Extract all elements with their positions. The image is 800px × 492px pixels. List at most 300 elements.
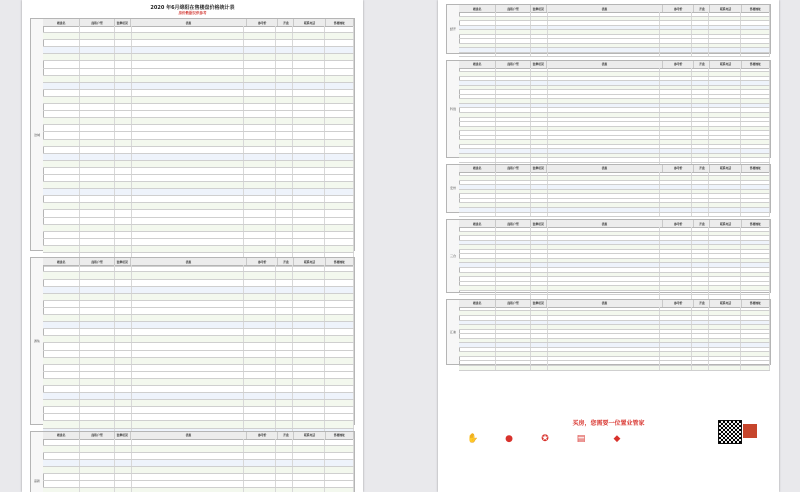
table-cell [660, 95, 692, 99]
table-cell [244, 287, 276, 293]
table-cell [496, 99, 531, 103]
table-cell [531, 282, 548, 286]
table-cell [459, 227, 496, 231]
table-cell [293, 280, 325, 286]
table-cell [80, 287, 115, 293]
table-cell [741, 118, 770, 122]
table-cell [132, 196, 244, 202]
table-cell [115, 287, 132, 293]
table-cell [531, 44, 548, 48]
table-cell [325, 83, 354, 89]
column-header: 售楼地址 [742, 5, 770, 12]
table-cell [531, 236, 548, 240]
district-label: 涪城 [31, 19, 44, 250]
table-cell [276, 280, 293, 286]
table-cell [548, 90, 660, 94]
table-cell [660, 348, 692, 352]
table-cell [80, 40, 115, 46]
column-header: 参考价 [247, 19, 278, 26]
table-cell [276, 315, 293, 321]
table-cell [43, 118, 80, 124]
table-cell [709, 90, 741, 94]
district-label: 经开 [447, 5, 460, 53]
table-cell [276, 365, 293, 371]
table-cell [741, 213, 770, 217]
table-cell [43, 365, 80, 371]
table-row [43, 161, 354, 168]
table-cell [115, 33, 132, 39]
table-cell [115, 196, 132, 202]
table-cell [325, 61, 354, 67]
table-cell [531, 113, 548, 117]
table-cell [80, 90, 115, 96]
table-cell [459, 21, 496, 25]
table-cell [293, 329, 325, 335]
table-cell [741, 286, 770, 290]
table-cell [43, 351, 80, 357]
table-cell [80, 265, 115, 271]
table-cell [548, 48, 660, 52]
table-cell [741, 158, 770, 162]
table-cell [741, 72, 770, 76]
table-cell [325, 343, 354, 349]
table-cell [244, 358, 276, 364]
column-header: 售楼地址 [742, 61, 770, 68]
column-header: 优惠 [547, 300, 663, 307]
table-cell [660, 21, 692, 25]
table-cell [132, 265, 244, 271]
table-cell [709, 181, 741, 185]
column-header: 优惠 [547, 165, 663, 172]
table-cell [276, 400, 293, 406]
table-cell [293, 125, 325, 131]
table-cell [80, 47, 115, 53]
table-cell [660, 12, 692, 16]
table-cell [692, 286, 709, 290]
table-cell [244, 118, 276, 124]
table-cell [325, 481, 354, 487]
price-table-right-2 [446, 164, 771, 214]
table-cell [325, 76, 354, 82]
column-header: 联系电话 [294, 258, 325, 265]
table-cell [496, 208, 531, 212]
table-cell [692, 99, 709, 103]
table-cell [531, 118, 548, 122]
table-cell [80, 421, 115, 427]
table-cell [325, 147, 354, 153]
table-cell [548, 213, 660, 217]
table-cell [325, 232, 354, 238]
table-cell [276, 439, 293, 445]
table-cell [43, 414, 80, 420]
column-header: 楼盘名 [43, 258, 80, 265]
table-cell [660, 268, 692, 272]
table-cell [741, 268, 770, 272]
table-cell [43, 246, 80, 252]
table-cell [115, 460, 132, 466]
table-cell [548, 263, 660, 267]
table-cell [325, 26, 354, 32]
table-cell [80, 439, 115, 445]
table-cell [115, 481, 132, 487]
table-cell [496, 21, 531, 25]
footer-icons [466, 432, 624, 446]
table-cell [709, 227, 741, 231]
table-cell [132, 90, 244, 96]
table-cell [692, 140, 709, 144]
table-cell [43, 47, 80, 53]
table-cell [692, 339, 709, 343]
table-row [43, 97, 354, 104]
table-row [43, 225, 354, 232]
table-cell [115, 69, 132, 75]
table-cell [115, 265, 132, 271]
table-cell [531, 21, 548, 25]
table-cell [459, 203, 496, 207]
column-header: 优惠 [547, 220, 663, 227]
table-cell [293, 61, 325, 67]
table-cell [692, 127, 709, 131]
table-row [43, 118, 354, 125]
table-cell [276, 239, 293, 245]
table-cell [692, 277, 709, 281]
table-cell [531, 361, 548, 365]
table-cell [660, 291, 692, 295]
column-header: 售楼地址 [326, 432, 354, 439]
table-cell [692, 361, 709, 365]
table-cell [293, 439, 325, 445]
price-table-left-0 [30, 18, 355, 251]
table-cell [293, 301, 325, 307]
table-cell [132, 104, 244, 110]
table-cell [43, 481, 80, 487]
table-cell [548, 232, 660, 236]
table-cell [244, 26, 276, 32]
table-row [43, 280, 354, 287]
column-header: 面积户型 [80, 19, 114, 26]
table-cell [709, 263, 741, 267]
table-cell [325, 488, 354, 492]
table-cell [293, 322, 325, 328]
table-cell [115, 358, 132, 364]
table-cell [325, 33, 354, 39]
table-cell [132, 488, 244, 492]
table-cell [80, 294, 115, 300]
table-cell [276, 189, 293, 195]
table-cell [741, 277, 770, 281]
table-cell [459, 113, 496, 117]
table-cell [531, 213, 548, 217]
table-cell [325, 400, 354, 406]
table-cell [325, 154, 354, 160]
table-cell [80, 189, 115, 195]
table-cell [80, 239, 115, 245]
table-cell [43, 111, 80, 117]
table-cell [496, 26, 531, 30]
table-cell [741, 26, 770, 30]
table-cell [709, 236, 741, 240]
table-cell [531, 286, 548, 290]
table-cell [459, 277, 496, 281]
table-cell [692, 68, 709, 72]
table-cell [709, 352, 741, 356]
table-cell [741, 68, 770, 72]
table-cell [80, 460, 115, 466]
table-cell [741, 176, 770, 180]
table-cell [741, 291, 770, 295]
table-cell [115, 453, 132, 459]
table-cell [80, 301, 115, 307]
table-cell [293, 182, 325, 188]
table-cell [115, 372, 132, 378]
table-cell [709, 330, 741, 334]
table-cell [548, 316, 660, 320]
table-cell [325, 460, 354, 466]
table-cell [325, 474, 354, 480]
table-cell [293, 40, 325, 46]
table-cell [80, 97, 115, 103]
column-header: 装修状况 [115, 258, 131, 265]
table-cell [276, 69, 293, 75]
table-cell [43, 196, 80, 202]
table-cell [692, 44, 709, 48]
table-cell [244, 161, 276, 167]
table-cell [325, 104, 354, 110]
table-cell [531, 339, 548, 343]
table-cell [548, 35, 660, 39]
table-cell [459, 321, 496, 325]
table-cell [459, 286, 496, 290]
table-cell [80, 76, 115, 82]
table-cell [496, 131, 531, 135]
table-cell [741, 236, 770, 240]
table-cell [496, 127, 531, 131]
table-cell [459, 149, 496, 153]
table-cell [325, 161, 354, 167]
table-cell [741, 325, 770, 329]
column-header: 联系电话 [710, 220, 741, 227]
table-row [43, 265, 354, 272]
table-cell [741, 316, 770, 320]
table-cell [244, 125, 276, 131]
table-row [43, 400, 354, 407]
table-cell [244, 90, 276, 96]
table-cell [548, 273, 660, 277]
table-cell [80, 168, 115, 174]
table-cell [709, 348, 741, 352]
table-cell [496, 330, 531, 334]
table-row [459, 53, 770, 58]
table-cell [293, 265, 325, 271]
table-cell [80, 225, 115, 231]
table-cell [325, 351, 354, 357]
table-cell [660, 104, 692, 108]
district-label: 游仙 [31, 258, 44, 423]
table-cell [80, 481, 115, 487]
table-cell [276, 294, 293, 300]
table-cell [660, 154, 692, 158]
table-cell [692, 172, 709, 176]
table-cell [276, 168, 293, 174]
table-cell [244, 47, 276, 53]
table-cell [709, 21, 741, 25]
table-cell [709, 118, 741, 122]
table-cell [531, 140, 548, 144]
table-cell [531, 99, 548, 103]
table-cell [132, 154, 244, 160]
table-cell [293, 47, 325, 53]
table-cell [293, 118, 325, 124]
table-cell [459, 35, 496, 39]
table-row [43, 69, 354, 76]
table-cell [660, 136, 692, 140]
table-cell [43, 393, 80, 399]
handshake-icon: ✋ [467, 434, 479, 444]
table-row [43, 33, 354, 40]
table-cell [741, 343, 770, 347]
table-cell [548, 77, 660, 81]
table-cell [496, 254, 531, 258]
table-cell [132, 69, 244, 75]
table-cell [293, 83, 325, 89]
table-cell [660, 273, 692, 277]
table-cell [531, 149, 548, 153]
table-row [43, 168, 354, 175]
table-cell [276, 97, 293, 103]
table-cell [459, 232, 496, 236]
table-cell [244, 265, 276, 271]
table-cell [692, 86, 709, 90]
page-title: 2020 年6月绵阳在售楼盘价格统计表 [150, 5, 235, 11]
table-cell [115, 351, 132, 357]
table-cell [709, 35, 741, 39]
table-cell [244, 272, 276, 278]
table-row [43, 379, 354, 386]
table-cell [741, 35, 770, 39]
table-cell [496, 263, 531, 267]
table-cell [43, 203, 80, 209]
table-cell [115, 168, 132, 174]
table-cell [132, 246, 244, 252]
table-cell [132, 336, 244, 342]
table-cell [741, 30, 770, 34]
table-cell [660, 113, 692, 117]
table-cell [80, 322, 115, 328]
table-cell [692, 199, 709, 203]
table-cell [496, 203, 531, 207]
table-cell [115, 61, 132, 67]
table-cell [692, 77, 709, 81]
table-cell [325, 118, 354, 124]
table-cell [741, 321, 770, 325]
table-cell [660, 361, 692, 365]
column-header: 开盘 [694, 300, 710, 307]
table-cell [709, 26, 741, 30]
table-cell [496, 172, 531, 176]
table-cell [244, 322, 276, 328]
price-table-right-4 [446, 299, 771, 365]
table-cell [692, 366, 709, 370]
table-cell [115, 47, 132, 53]
table-row [43, 446, 354, 453]
table-cell [115, 97, 132, 103]
table-cell [709, 339, 741, 343]
table-cell [80, 83, 115, 89]
table-cell [293, 203, 325, 209]
table-cell [115, 154, 132, 160]
table-cell [43, 453, 80, 459]
table-cell [531, 81, 548, 85]
table-cell [459, 263, 496, 267]
table-cell [325, 203, 354, 209]
table-cell [115, 210, 132, 216]
table-cell [80, 400, 115, 406]
table-cell [80, 232, 115, 238]
table-cell [325, 372, 354, 378]
table-cell [244, 232, 276, 238]
table-cell [496, 357, 531, 361]
table-cell [459, 307, 496, 311]
table-cell [548, 259, 660, 263]
table-cell [43, 372, 80, 378]
table-cell [132, 239, 244, 245]
table-cell [692, 48, 709, 52]
table-cell [132, 301, 244, 307]
column-header: 开盘 [694, 5, 710, 12]
table-row [43, 301, 354, 308]
table-cell [132, 329, 244, 335]
table-cell [115, 104, 132, 110]
table-cell [709, 194, 741, 198]
table-cell [531, 348, 548, 352]
table-cell [741, 208, 770, 212]
table-cell [276, 26, 293, 32]
table-cell [244, 111, 276, 117]
table-cell [709, 366, 741, 370]
table-cell [325, 467, 354, 473]
table-cell [692, 136, 709, 140]
table-cell [293, 225, 325, 231]
table-cell [459, 68, 496, 72]
column-header: 售楼地址 [326, 19, 354, 26]
table-cell [80, 125, 115, 131]
table-cell [325, 386, 354, 392]
table-cell [531, 77, 548, 81]
table-cell [80, 33, 115, 39]
column-header: 楼盘名 [459, 220, 496, 227]
table-cell [496, 104, 531, 108]
table-cell [115, 132, 132, 138]
column-header: 联系电话 [710, 300, 741, 307]
column-header: 开盘 [278, 19, 294, 26]
table-cell [459, 291, 496, 295]
table-cell [293, 239, 325, 245]
table-cell [660, 352, 692, 356]
table-cell [43, 97, 80, 103]
table-cell [43, 329, 80, 335]
table-cell [459, 199, 496, 203]
table-row [459, 366, 770, 371]
table-cell [43, 125, 80, 131]
table-cell [276, 386, 293, 392]
table-cell [741, 113, 770, 117]
table-cell [692, 348, 709, 352]
table-cell [548, 348, 660, 352]
table-cell [325, 189, 354, 195]
table-cell [660, 190, 692, 194]
table-cell [660, 259, 692, 263]
table-cell [692, 321, 709, 325]
